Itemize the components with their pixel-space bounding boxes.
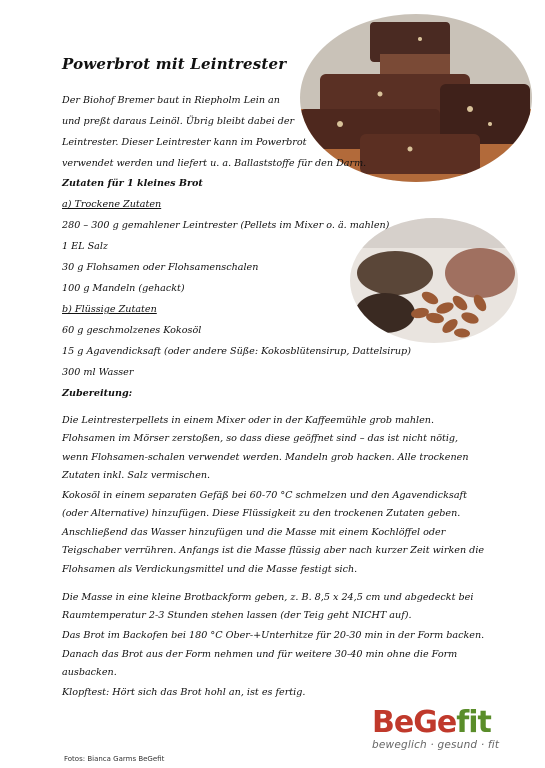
recipe-title: Powerbrot mit Leintrester — [62, 55, 287, 73]
wet-ingredient-item: 60 g geschmolzenes Kokosöl — [62, 325, 202, 336]
logo-tagline: beweglich · gesund · fit — [372, 739, 500, 751]
preparation-paragraph: Klopftest: Hört sich das Brot hohl an, ist es fertig. — [62, 687, 306, 698]
bread-photo — [300, 14, 532, 182]
preparation-paragraph: Kokosöl in einem separaten Gefäß bei 60-70 °C schmelzen und den Agavendicksaft (oder Alternative) hinzufügen. Diese Flüssigkeit zu den trockenen Zutaten geben. Anschließend das Wasser hinzufügen und die Masse mit einem Kochlöffel oder Teigschaber verrühren. Anfangs ist die Masse flüssig aber nach kurzer Zeit wirken die Flohsamen als Verdickungsmittel und die Masse festigt sich. — [62, 490, 485, 575]
begefit-logo — [372, 705, 500, 751]
ingredients-heading: Zutaten für 1 kleines Brot — [62, 178, 203, 189]
dry-ingredients-heading: a) Trockene Zutaten — [62, 199, 162, 210]
dry-ingredient-item: 30 g Flohsamen oder Flohsamenschalen — [62, 262, 259, 273]
intro-line: verwendet werden und liefert u. a. Ballaststoffe für den Darm. — [62, 158, 367, 169]
preparation-paragraph: Das Brot im Backofen bei 180 °C Ober-+Unterhitze für 20-30 min in der Form backen. — [62, 630, 485, 641]
dry-ingredient-item: 100 g Mandeln (gehackt) — [62, 283, 185, 294]
intro-line: Leintrester. Dieser Leintrester kann im Powerbrot — [62, 137, 307, 148]
photo-credit: Fotos: Bianca Garms BeGefit — [64, 755, 165, 763]
wet-ingredient-item: 300 ml Wasser — [62, 367, 134, 378]
dry-ingredient-item: 1 EL Salz — [62, 241, 108, 252]
preparation-heading: Zubereitung: — [62, 388, 133, 399]
preparation-paragraph: Danach das Brot aus der Form nehmen und für weitere 30-40 min ohne die Form ausbacken. — [62, 649, 458, 679]
logo-wordmark-part: fit — [456, 705, 491, 740]
dry-ingredient-item: 280 – 300 g gemahlener Leintrester (Pellets im Mixer o. ä. mahlen) — [62, 220, 390, 231]
ingredients-photo — [350, 218, 518, 343]
intro-line: und preßt daraus Leinöl. Übrig bleibt dabei der — [62, 116, 295, 127]
logo-wordmark-part: BeGe — [372, 705, 457, 740]
wet-ingredient-item: 15 g Agavendicksaft (oder andere Süße: Kokosblütensirup, Dattelsirup) — [62, 346, 411, 357]
preparation-paragraph: Die Leintresterpellets in einem Mixer oder in der Kaffeemühle grob mahlen. Flohsamen im Mörser zerstoßen, so dass diese geöffnet sind – das ist nicht nötig, wenn Flohsamen-schalen verwendet werden. Mandeln grob hacken. Alle trockenen Zutaten inkl. Salz vermischen. — [62, 415, 469, 482]
intro-line: Der Biohof Bremer baut in Riepholm Lein an — [62, 95, 280, 106]
preparation-paragraph: Die Masse in eine kleine Brotbackform geben, z. B. 8,5 x 24,5 cm und abgedeckt bei Raumtemperatur 2-3 Stunden stehen lassen (der Teig geht NICHT auf). — [62, 592, 474, 622]
wet-ingredients-heading: b) Flüssige Zutaten — [62, 304, 157, 315]
